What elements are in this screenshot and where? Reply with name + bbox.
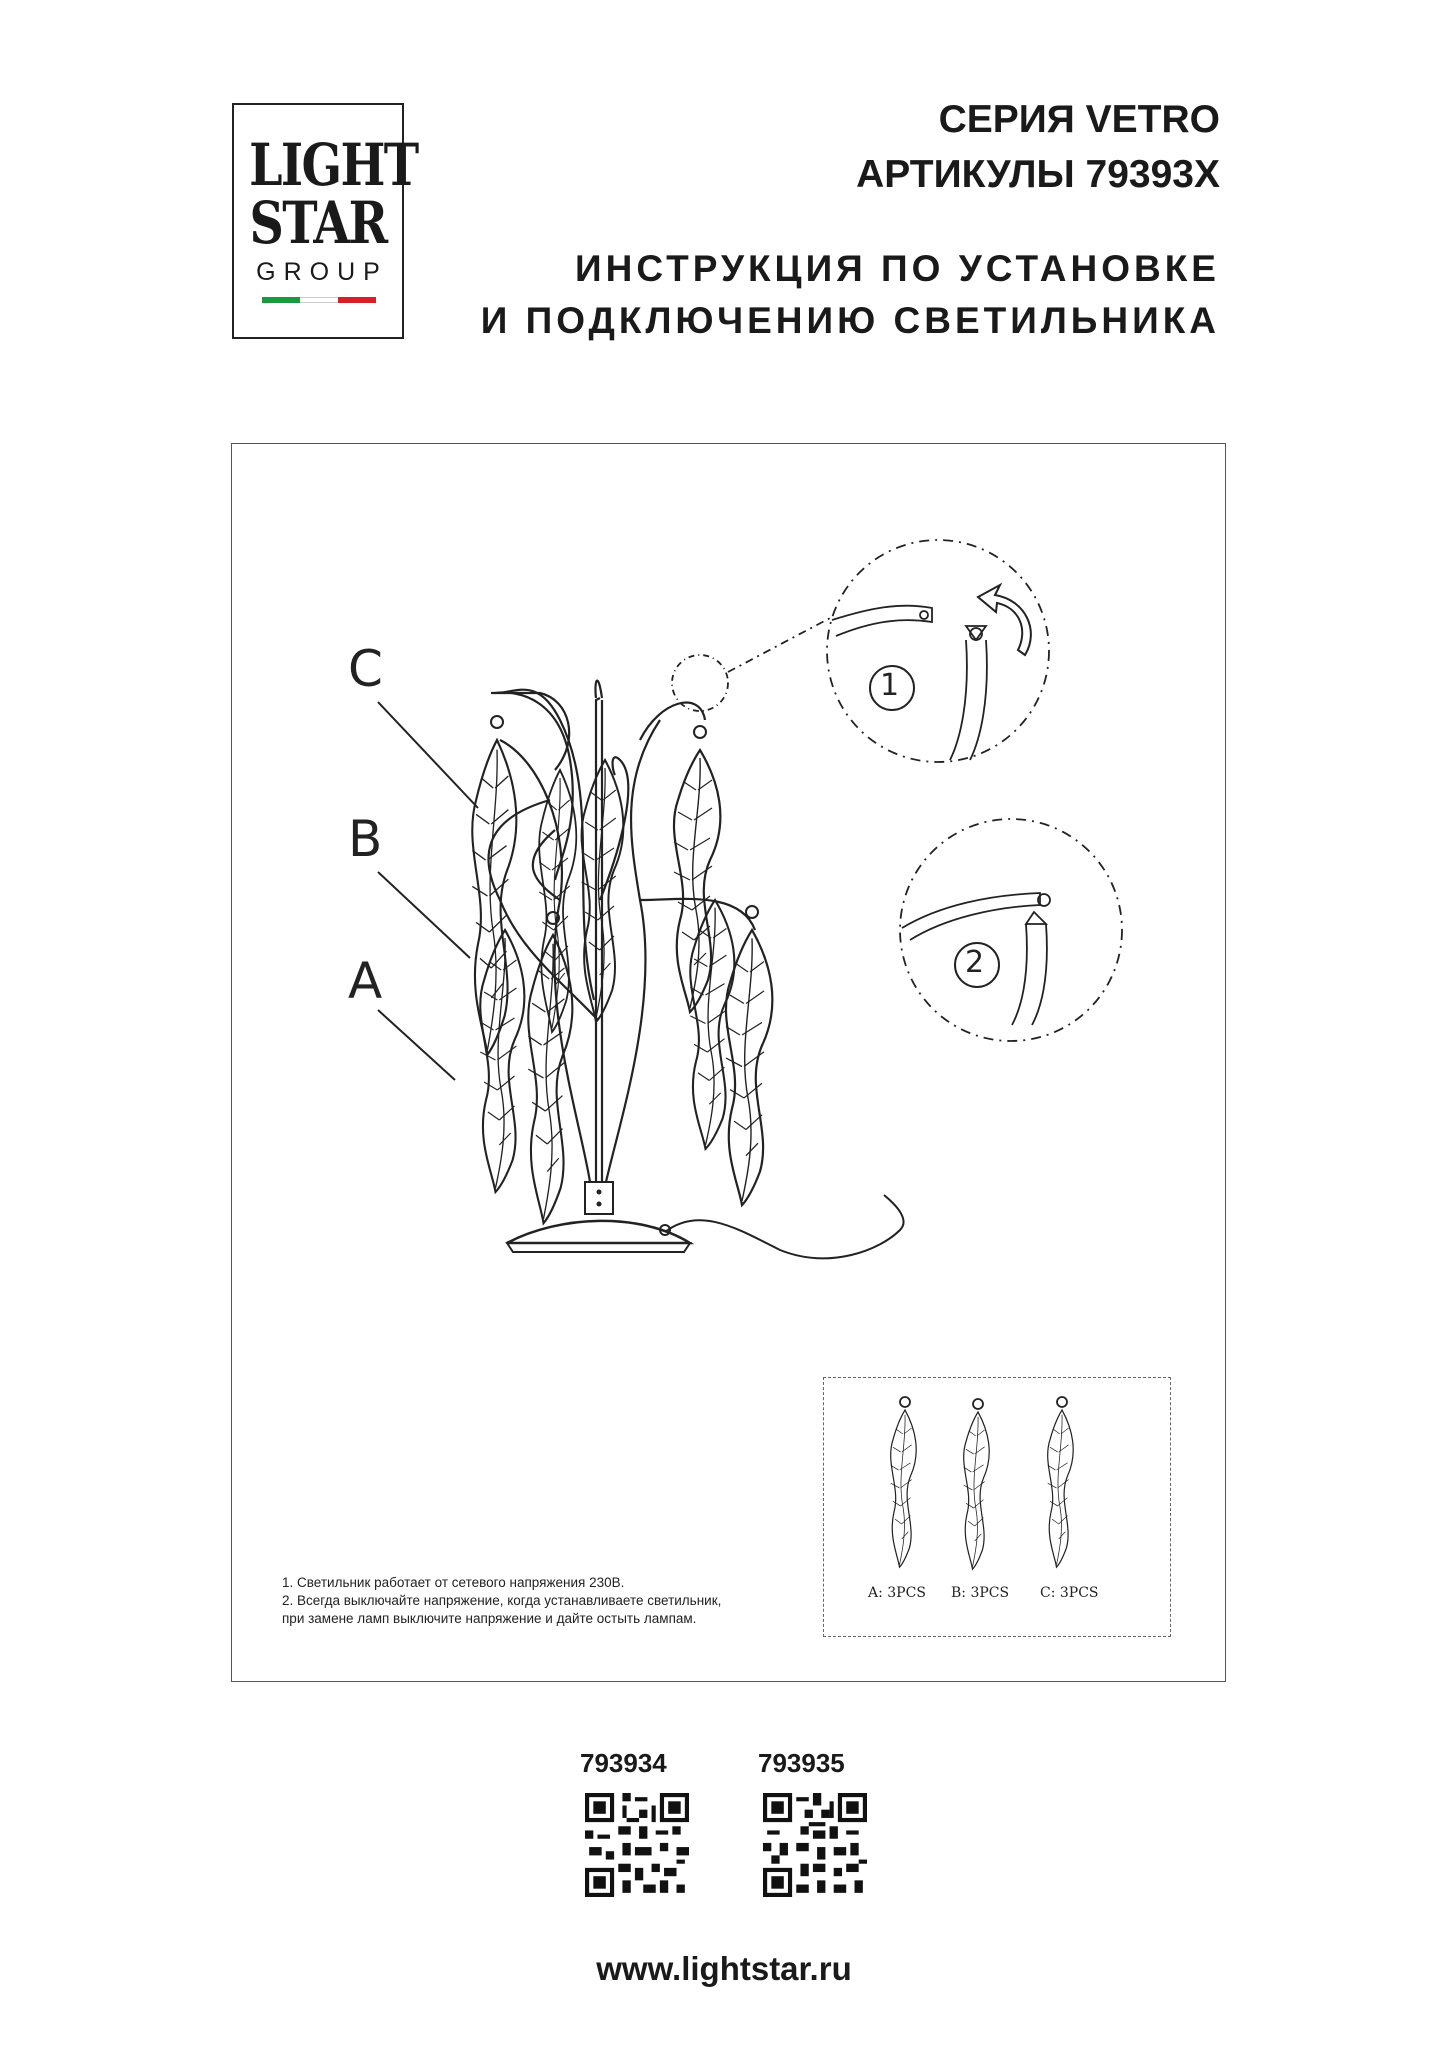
label-leaders — [378, 702, 478, 1080]
label-b: B — [348, 810, 383, 868]
series-title: СЕРИЯ VETRO — [938, 98, 1220, 141]
lamp-leaves — [472, 716, 772, 1223]
logo-word-star: STAR — [249, 189, 387, 257]
lamp-base — [507, 1182, 904, 1258]
website-link[interactable]: www.lightstar.ru — [596, 1950, 852, 1987]
note-line-2: 2. Всегда выключайте напряжение, когда устанавливаете светильник, — [282, 1593, 722, 1608]
logo-word-light: LIGHT — [249, 131, 418, 199]
safety-notes — [282, 1574, 802, 1628]
articles-title: АРТИКУЛЫ 79393X — [856, 153, 1220, 196]
label-a: A — [348, 952, 383, 1010]
instruction-title-line1: ИНСТРУКЦИЯ ПО УСТАНОВКЕ — [575, 248, 1220, 289]
note-line-1: 1. Светильник работает от сетевого напряжения 230В. — [282, 1575, 625, 1590]
part-caption-a: A: 3PCS — [868, 1585, 926, 1601]
qr-code-1[interactable] — [585, 1793, 689, 1897]
part-caption-b: B: 3PCS — [951, 1585, 1010, 1601]
label-c: C — [348, 640, 383, 698]
note-line-3: при замене ламп выключите напряжение и дайте остыть лампам. — [282, 1611, 697, 1626]
qr-code-2[interactable] — [763, 1793, 867, 1897]
article-code-1: 793934 — [580, 1748, 667, 1778]
logo-word-group: GROUP — [256, 258, 388, 286]
article-code-2: 793935 — [758, 1748, 845, 1778]
step-number-1: 1 — [880, 668, 900, 703]
step-number-2: 2 — [965, 945, 985, 980]
instruction-title-line2: И ПОДКЛЮЧЕНИЮ СВЕТИЛЬНИКА — [480, 300, 1220, 341]
part-caption-c: C: 3PCS — [1040, 1585, 1099, 1601]
